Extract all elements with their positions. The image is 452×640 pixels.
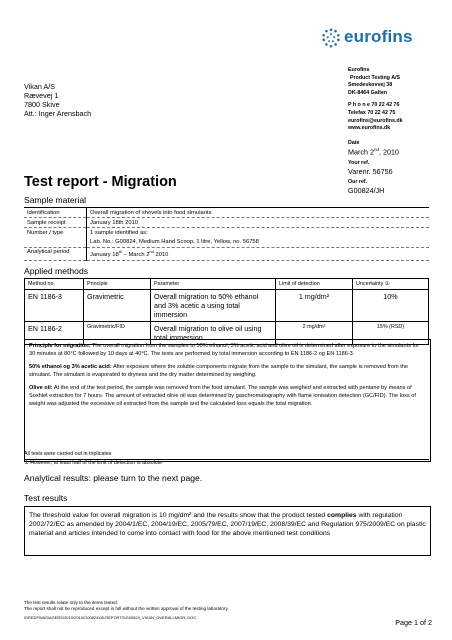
table-row [25,290,429,322]
number-label: Number / type [24,228,87,247]
cell: 15% (RSD) [353,322,429,345]
ethanol-title: 50% ethanol og 3% acetic acid: [29,363,112,370]
cell: 1 mg/dm² [276,290,353,322]
sample-material-heading: Sample material [24,195,87,205]
cell: Gravimetric [84,290,151,322]
page-title: Test report - Migration [24,174,177,190]
contact-email[interactable]: eurofins@eurofins.dk [348,117,403,124]
number-value-line: 1 sample identified as: [90,229,148,236]
period-value: January 18th – March 2nd 2010 [87,247,430,260]
col-header: Uncertainty ① [353,279,429,290]
result-text: The threshold value for overall migration is 10 mg/dm² and the results show that the product tested [29,512,328,519]
footer-line: The test results relate only to the items tested. [24,600,118,605]
address-line: Att.: Inger Arensbach [24,109,92,118]
footnote: ① However, at least half of the limit of detection is absolute [24,460,163,466]
receipt-value: January 18th 2010 [87,218,430,228]
our-ref-value: G00824/JH [348,186,385,196]
sample-material-table [24,207,429,261]
result-text: with regulation 2002/72/EC as amended by 2004/1/EC, 2004/19/EC, 2005/79/EC, 2007/19/EC, 2008/39/EC and Regulation 975/2009/EC on plastic material and articles intended to come into contact with food for the above mentioned test conditions [29,512,426,537]
date-value: March 2nd, 2010 [348,147,399,157]
cell: Overall migration to olive oil using total immersion [151,322,276,345]
receipt-label: Sample receipt [24,218,87,228]
analytical-results-text: Analytical results: please turn to the next page. [24,473,203,483]
number-value [87,228,430,247]
contact-line: Product Testing A/S [350,74,401,81]
col-header: Parameter [151,279,276,290]
logo-text: eurofins [344,27,413,46]
cell: 2 mg/dm² [276,322,353,345]
cell: Overall migration to 50% ethanol and 3% acetic a using total immersion [151,290,276,322]
footnote: All tests were carried out in triplicates [24,451,429,460]
contact-line: Eurofins [348,67,370,73]
footer-notes [24,600,229,621]
identification-label: Identification [24,208,87,218]
page-number: Page 1 of 2 [395,618,432,627]
contact-fax: Telefax 70 22 42 75 [348,109,396,116]
identification-value: Overall migration of shovels into food simulants [87,208,430,218]
our-ref-label: Our ref. [348,179,368,186]
period-label: Analytical period [24,247,87,260]
contact-website[interactable]: www.eurofins.dk [348,125,391,132]
principle-text: The overall migration from the samples to 50% ethanol, 3% acetic acid and olive oil is determined after exposure to the simulants for 30 minutes at 80°C followed by 10 days at 40°C. The tests are performed by total immersion according to EN 1186-2 og EN 1186-3. [29,343,420,358]
olive-oil-text: At the end of the test period, the sample was removed from the food simulant. The sample was weighed and extracted with pentane by means of Soxhlet extraction for 7 hours. The amount of extracted olive oil was determined by gaschromatography with flame ionisation detection (GC/FID). The loss of weight was adjusted the excessive oil extracted from the sample and the calculated loss equals the total migration. [29,384,416,408]
applied-methods-heading: Applied methods [24,266,89,276]
test-results-box [24,506,431,556]
principle-box [24,339,431,462]
cell: EN 1186-3 [25,290,84,322]
recipient-address [24,82,91,118]
footnotes [24,451,429,467]
contact-phone: P h o n e 70 22 42 76 [348,102,400,109]
footer-path: \DREDFWAS\AGERS\2010\2010\G00824\05-REPORTS\G00824_VIKAN_OVERALLMIGR..DOC [24,615,197,620]
eurofins-contact [348,67,403,133]
report-meta [348,140,399,195]
test-results-heading: Test results [24,493,68,503]
principle-title: Principle for migration: [29,343,91,349]
eurofins-logo-icon [320,27,342,49]
cell: Gravimetric/FID [84,322,151,345]
methods-table [24,278,429,345]
your-ref-label: Your ref. [348,160,370,167]
col-header: Limit of detection [276,279,353,290]
cell: 10% [353,290,429,322]
col-header: Principle [84,279,151,290]
your-ref-value: Varenr. 56756 [348,167,393,177]
ethanol-text: After exposure where the soluble components migrate from the sample to the simulant, the sample is removed from the simulant. The simulant is evaporated to dryness and the dry matter determined by weighing. [29,363,409,379]
result-complies: complies [327,512,357,519]
col-header: Method no. [25,279,84,290]
address-line: Rævevej 1 [24,91,59,100]
contact-line: DK-8464 Galten [348,89,388,96]
number-value-line: Lab. No.: G00824, Medium Hand Scoop, 1 litre, Yellow, no. 56758 [90,238,259,245]
cell: EN 1186-2 [25,322,84,345]
footer-line: The report shall not be reproduced except in full without the written approval of the testing laboratory. [24,606,229,611]
contact-line: Smedeskovvej 38 [348,82,393,89]
date-label: Date [348,140,360,146]
address-line: 7800 Skive [24,100,60,109]
address-line: Vikan A/S [24,82,56,91]
olive-oil-title: Olive oil: [29,384,53,391]
